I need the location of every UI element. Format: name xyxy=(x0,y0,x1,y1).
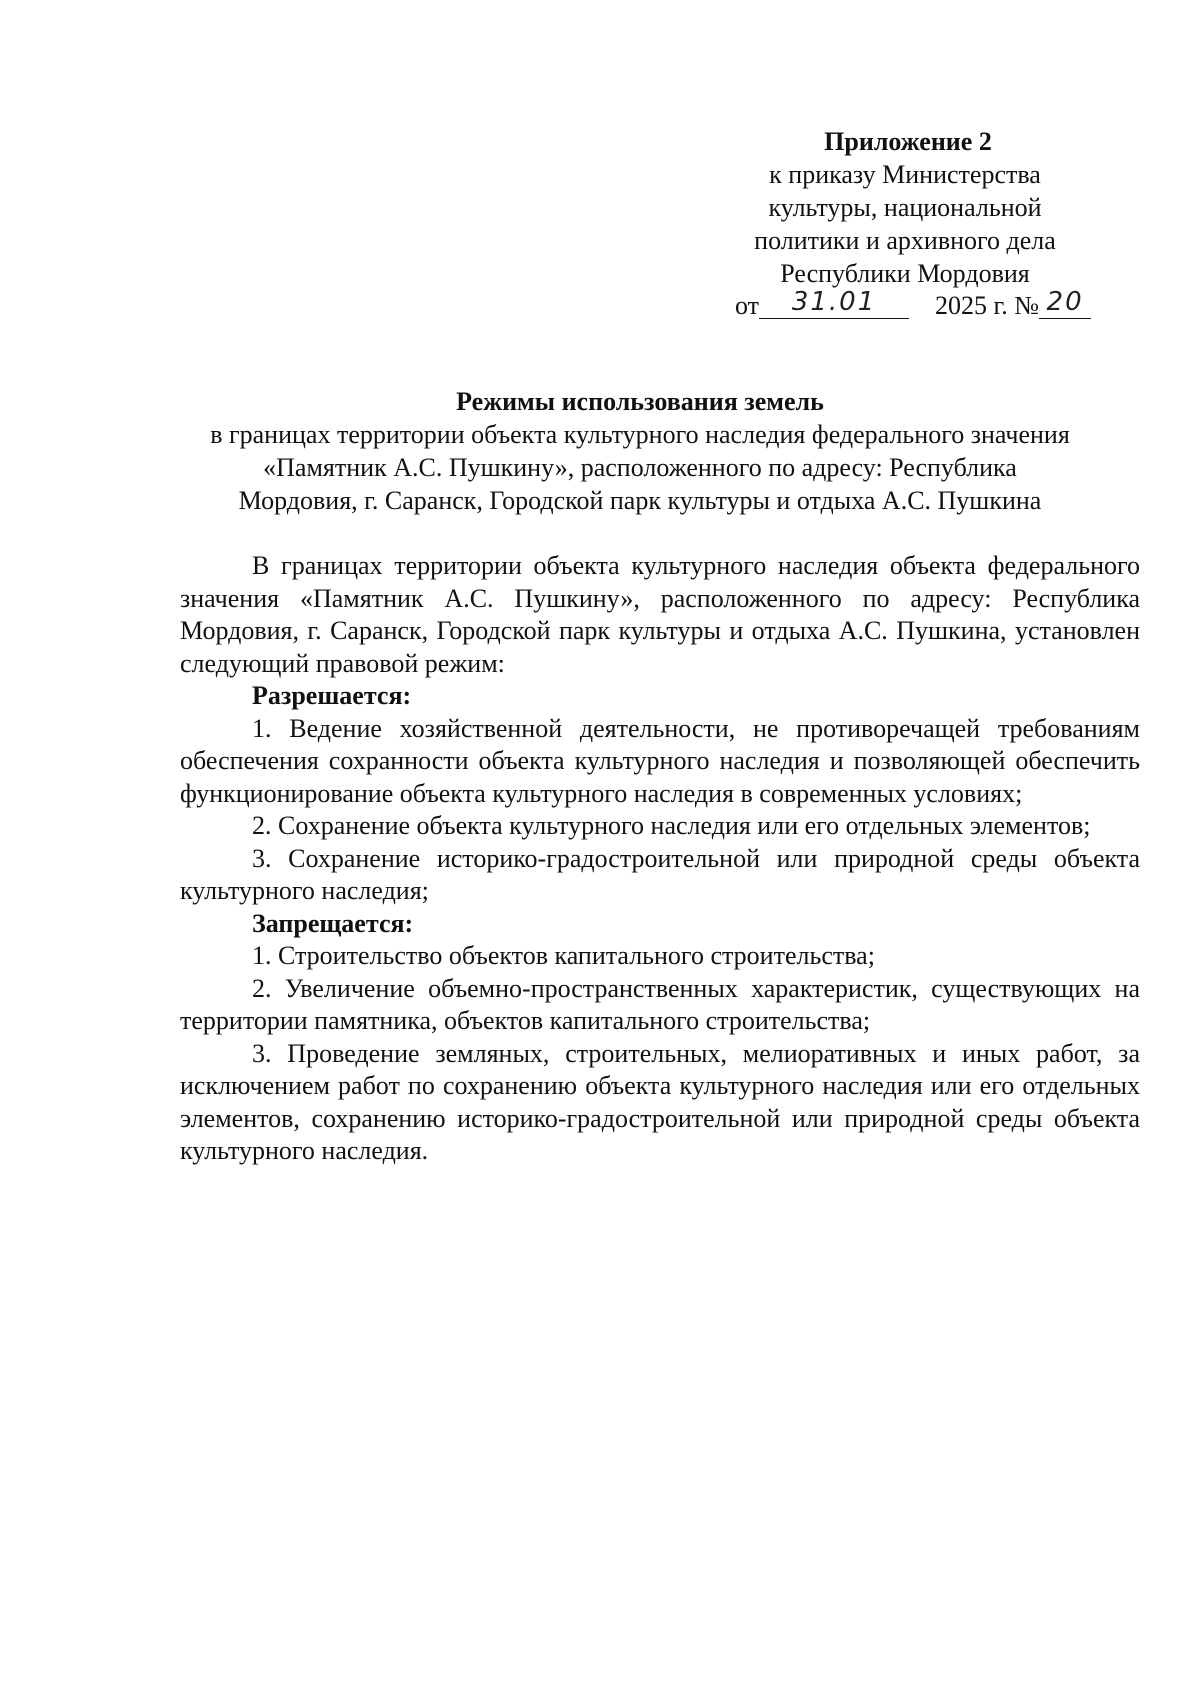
subtitle-line-3: Мордовия, г. Саранск, Городской парк культуры и отдыха А.С. Пушкина xyxy=(238,486,1042,515)
annex-line-2: культуры, национальной xyxy=(768,193,1042,222)
forbidden-item-1: 1. Строительство объектов капитального строительства; xyxy=(252,941,875,970)
document-title-block xyxy=(160,385,1120,517)
allowed-item-3: 3. Сохранение историко-градостроительной или природной среды объекта культурного наследия; xyxy=(180,843,1140,905)
annex-heading: Приложение 2 xyxy=(824,127,992,156)
annex-line-4: Республики Мордовия xyxy=(780,259,1030,288)
subtitle-line-1: в границах территории объекта культурного наследия федерального значения xyxy=(210,420,1070,449)
forbidden-heading: Запрещается: xyxy=(252,908,414,938)
date-fill-line xyxy=(759,287,909,319)
subtitle-line-2: «Памятник А.С. Пушкину», расположенного по адресу: Республика xyxy=(263,453,1017,482)
annex-line-1: к приказу Министерства xyxy=(769,160,1041,189)
forbidden-item-2: 2. Увеличение объемно-пространственных характеристик, существующих на территории памятника, объектов капитального строительства; xyxy=(180,973,1140,1035)
date-prefix: от xyxy=(735,291,760,320)
handwritten-date: 31.01 xyxy=(791,287,877,317)
document-title: Режимы использования земель xyxy=(456,387,824,416)
handwritten-number: 20 xyxy=(1046,287,1084,317)
allowed-heading: Разрешается: xyxy=(252,681,412,710)
intro-paragraph: В границах территории объекта культурного наследия объекта федерального значения «Памятник А.С. Пушкину», расположенного по адресу: Республика Мордовия, г. Саранск, Городской парк культуры и отдыха А.С. Пушкина, установлен следующий правовой режим: xyxy=(180,551,1140,678)
allowed-item-1: 1. Ведение хозяйственной деятельности, не противоречащей требованиям обеспечения сохранности объекта культурного наследия и позволяющей обеспечить функционирование объекта культурного наследия в современных условиях; xyxy=(180,713,1140,808)
year-number-text: 2025 г. № xyxy=(935,291,1040,320)
document-body xyxy=(180,550,1140,1168)
annex-block xyxy=(700,125,1110,290)
number-fill-line xyxy=(1039,287,1091,319)
forbidden-item-3: 3. Проведение земляных, строительных, мелиоративных и иных работ, за исключением работ по сохранению объекта культурного наследия или его отдельных элементов, сохранению историко-градостроительной или природной среды объекта культурного наследия. xyxy=(180,1038,1140,1165)
annex-line-3: политики и архивного дела xyxy=(754,226,1056,255)
order-date-line xyxy=(735,287,1115,322)
allowed-item-2: 2. Сохранение объекта культурного наследия или его отдельных элементов; xyxy=(252,811,1091,840)
